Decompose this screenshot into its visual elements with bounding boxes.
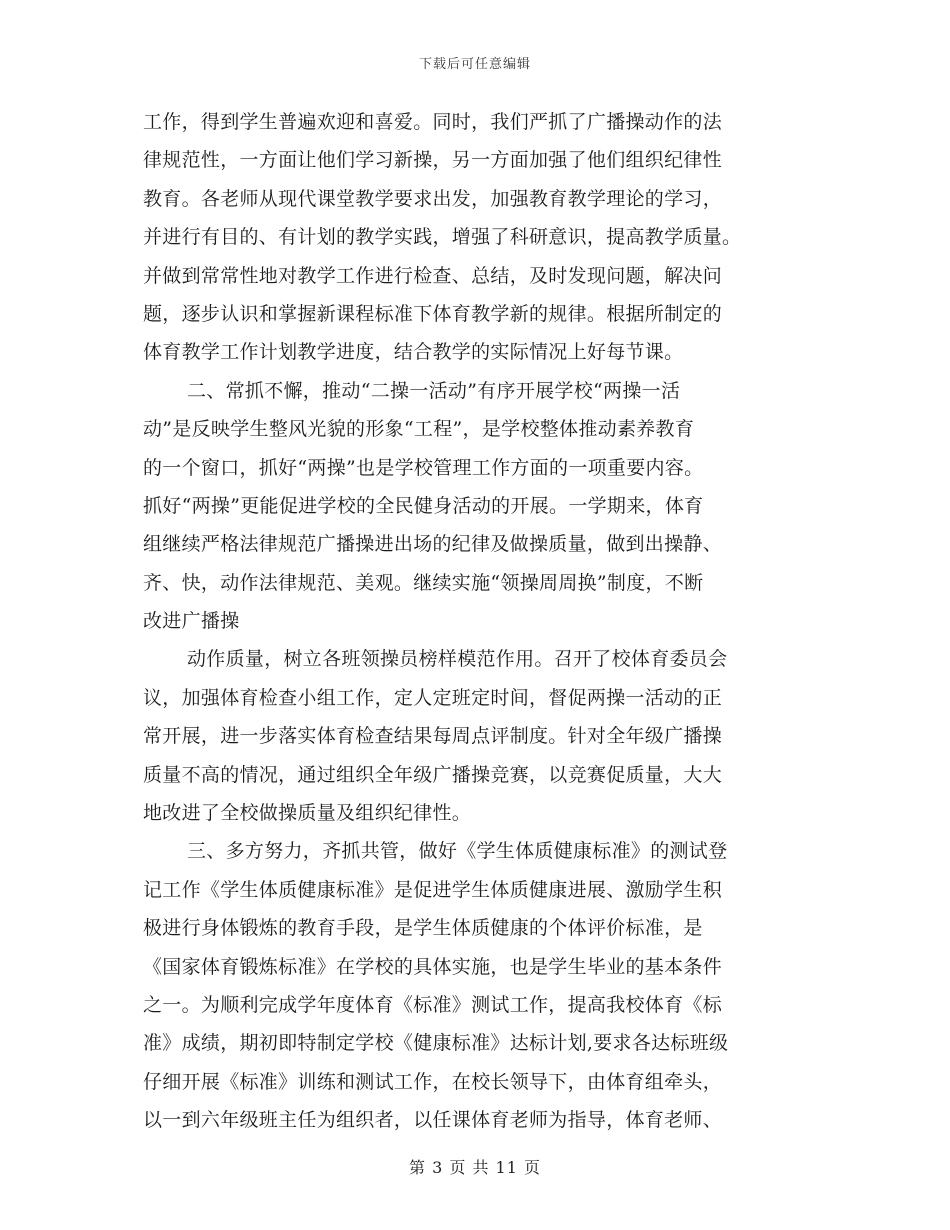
paragraph-line: 齐、快，动作法律规范、美观。继续实施“领操周周换”制度，不断 xyxy=(143,571,704,594)
paragraph-line: 极进行身体锻炼的教育手段，是学生体质健康的个体评价标准，是 xyxy=(143,917,703,940)
paragraph-line: 记工作《学生体质健康标准》是促进学生体质健康进展、激励学生积 xyxy=(143,878,723,901)
paragraph-line: 动”是反映学生整风光貌的形象“工程”，是学校整体推动素养教育 xyxy=(143,418,695,441)
paragraph-line: 教育。各老师从现代课堂教学要求出发，加强教育教学理论的学习， xyxy=(143,187,723,210)
paragraph-line: 体育教学工作计划教学进度，结合教学的实际情况上好每节课。 xyxy=(143,341,684,364)
paragraph-line: 质量不高的情况，通过组织全年级广播操竞赛，以竞赛促质量，大大 xyxy=(143,763,723,786)
paragraph-line: 准》成绩，期初即特制定学校《健康标准》达标计划,要求各达标班级 xyxy=(143,1032,729,1055)
paragraph-line: 常开展，进一步落实体育检查结果每周点评制度。针对全年级广播操 xyxy=(143,725,723,748)
paragraph-line: 地改进了全校做操质量及组织纪律性。 xyxy=(143,802,472,825)
paragraph-line: 工作，得到学生普遍欢迎和喜爱。同时，我们严抓了广播操动作的法 xyxy=(143,111,723,133)
paragraph-line: 并做到常常性地对教学工作进行检查、总结，及时发现问题，解决问 xyxy=(143,264,723,287)
paragraph-line: 议，加强体育检查小组工作，定人定班定时间，督促两操一活动的正 xyxy=(143,686,723,709)
page-header: 下载后可任意编辑 xyxy=(418,57,531,72)
paragraph-line: 并进行有目的、有计划的教学实践，增强了科研意识，提高教学质量。 xyxy=(143,226,742,249)
paragraph-line: 律规范性，一方面让他们学习新操，另一方面加强了他们组织纪律性 xyxy=(143,149,723,172)
section-heading-line: 三、多方努力，齐抓共管，做好《学生体质健康标准》的测试登 xyxy=(187,840,728,863)
paragraph-line: 之一。为顺利完成学年度体育《标准》测试工作，提高我校体育《标 xyxy=(143,993,723,1016)
paragraph-line: 《国家体育锻炼标准》在学校的具体实施，也是学生毕业的基本条件 xyxy=(143,955,723,978)
body-text xyxy=(143,103,808,1140)
paragraph-line: 改进广播操 xyxy=(143,610,240,633)
section-heading-line: 二、常抓不懈，推动“二操一活动”有序开展学校“两操一活 xyxy=(187,379,681,402)
paragraph-line: 仔细开展《标准》训练和测试工作，在校长领导下，由体育组牵头， xyxy=(143,1070,723,1093)
paragraph-line: 以一到六年级班主任为组织者，以任课体育老师为指导，体育老师、 xyxy=(143,1109,723,1132)
paragraph-line: 抓好“两操”更能促进学校的全民健身活动的开展。一学期来，体育 xyxy=(143,494,704,517)
paragraph-line: 的一个窗口，抓好“两操”也是学校管理工作方面的一项重要内容。 xyxy=(143,456,704,479)
paragraph-line: 组继续严格法律规范广播操进出场的纪律及做操质量，做到出操静、 xyxy=(143,533,723,556)
page-number-footer: 第 3 页 共 11 页 xyxy=(409,1158,541,1177)
paragraph-line: 题，逐步认识和掌握新课程标准下体育教学新的规律。根据所制定的 xyxy=(143,302,723,325)
paragraph-line: 动作质量，树立各班领操员榜样模范作用。召开了校体育委员会 xyxy=(187,648,728,671)
